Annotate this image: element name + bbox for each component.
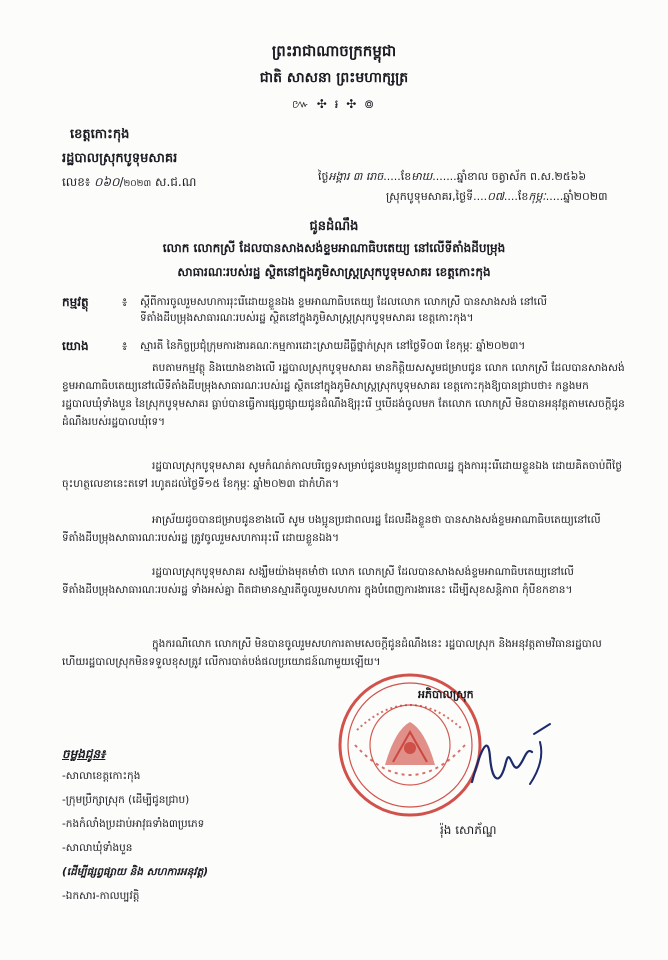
signatory-title: អភិបាលស្រុក [418,688,474,701]
date-place: ស្រុកបូទុមសាគរ,ថ្ងៃទី [386,190,474,203]
recipient-item: (ដើម្បីផ្សព្វផ្សាយ និង សហការអនុវត្ត) [62,866,209,878]
date-month-label: ខែ [517,190,529,203]
subject-label: កម្មវត្ថុ [62,295,89,309]
ref-year: ២០២៣ [123,179,152,189]
paragraph-3 [62,512,628,548]
title-line-1: លោក លោកស្រី ដែលបានសាងសង់ខ្ទមអាណាធិបតេយ្យ នៅលើទីតាំងដីបម្រុង [162,241,506,255]
recipient-item: -សាលាឃុំទាំងបួន [62,842,133,854]
paragraph-5 [62,636,628,672]
reference-label: យោង [62,339,89,353]
paragraph-2 [62,458,628,494]
title-line-2: សាធារណៈរបស់រដ្ឋ ស្ថិតនៅក្នុងភូមិសាស្ត្រស្រុកបូទុមសាគរ ខេត្តកោះកុង [177,265,491,279]
national-motto: ជាតិ សាសនា ព្រះមហាក្សត្រ [259,70,409,86]
province-name: ខេត្តកោះកុង [70,127,130,142]
kingdom-heading: ព្រះរាជាណាចក្រកម្ពុជា [271,42,397,60]
reference-text: ស្មារតី នៃកិច្ចប្រជុំក្រុមការងារគណៈកម្មការដោះស្រាយដីធ្លីថ្នាក់ស្រុក នៅថ្ងៃទី០៣ ខែកុម្ភៈ ឆ្នាំ២០២៣។ [140,340,526,352]
date-month: កុម្ភៈ [528,190,546,203]
lunar-month: មាឃ [411,170,433,183]
subject-text: ស្តីពីការចូលរួមសហការរុះរើដោយខ្លួនឯង ខ្ទមអាណាធិបតេយ្យ ដែលលោក លោកស្រី បានសាងសង់ នៅលើទីតាំងដីបម្រុងសាធារណៈរបស់រដ្ឋ ស្ថិតនៅក្នុងភូមិសាស្ត្រស្រុកបូទុមសាគរ ខេត្តកោះកុង។ [140,296,547,325]
lunar-month-label: ខែ [400,170,412,183]
date-year: ឆ្នាំ២០២៣ [563,190,608,203]
handwritten-signature [460,712,560,802]
paragraph-4-text: រដ្ឋបាលស្រុកបូទុមសាគរ សង្ឃឹមយ៉ាងមុតមាំថា លោក លោកស្រី ដែលបានសាងសង់ខ្ទមអាណាធិបតេយ្យនៅលើទីតាំងដីបម្រុងសាធារណៈរបស់រដ្ឋ ទាំងអស់គ្នា ពិតជាមានស្មារតីចូលរួមសហការ ក្នុងបំពេញការងារនេះ ដើម្បីសុខសន្តិភាព កុំបីខកខាន។ [62,566,574,596]
paragraph-5-text: ក្នុងករណីលោក លោកស្រី មិនបានចូលរួមសហការតាមសេចក្តីជូនដំណឹងនេះ រដ្ឋបាលស្រុក និងអនុវត្តតាមវិធានរដ្ឋបាល ហើយរដ្ឋបាលស្រុកមិនទទួលខុសត្រូវ លើការបាត់បង់ផលប្រយោជន៍ណាមួយឡើយ។ [62,638,602,668]
lunar-rest: ឆ្នាំខាល ចត្វាស័ក ព.ស.២៥៦៦ [456,170,587,183]
lunar-prefix: ថ្ងៃ [318,170,329,183]
paragraph-3-text: អាស្រ័យដូចបានជម្រាបជូនខាងលើ សូម បងប្អូនប្រជាពលរដ្ឋ ដែលដឹងខ្លួនថា បានសាងសង់ខ្ទមអាណាធិបតេយ្យនៅលើទីតាំងដីបម្រុងសាធារណៈរបស់រដ្ឋ ត្រូវចូលរួមសហការរុះរើ ដោយខ្លួនឯង។ [62,514,601,544]
subject-colon: ៖ [122,295,128,309]
recipient-item: -សាលាខេត្តកោះកុង [62,770,141,782]
reference-number: លេខ៖ ០៦០/២០២៣ ស.ជ.ណ [62,175,197,189]
ref-suffix: ស.ជ.ណ [155,175,197,189]
reference-colon: ៖ [122,339,128,353]
lunar-date-line: ថ្ងៃអង្គារ ៣ រោច.....ខែមាឃ.......ឆ្នាំខាល ចត្វាស័ក ព.ស.២៥៦៦ [318,170,587,183]
lunar-day: អង្គារ ៣ រោច [328,170,384,183]
paragraph-1 [62,360,628,431]
issuer-admin: រដ្ឋបាលស្រុកបូទុមសាគរ [62,151,178,166]
paragraph-4 [62,564,628,600]
solar-date-line: ស្រុកបូទុមសាគរ,ថ្ងៃទី....០៧....ខែកុម្ភៈ.....ឆ្នាំ២០២៣ [386,190,608,203]
ref-label: លេខ៖ [62,175,91,189]
recipient-item: -ក្រុមប្រឹក្សាស្រុក (ដើម្បីជូនជ្រាប) [62,794,190,806]
recipient-item: -ឯកសារ-កាលប្បវត្តិ [62,890,140,902]
recipients-label: ចម្លងជូន៖ [62,747,106,761]
document-type: ជូនដំណឹង [309,219,359,234]
paragraph-1-text: តបតាមកម្មវត្ថុ និងយោងខាងលើ រដ្ឋបាលស្រុកបូទុមសាគរ មានកិត្តិយសសូមជម្រាបជូន លោក លោកស្រី ដែលបានសាងសង់ខ្ទមអាណាធិបតេយ្យនៅលើទីតាំងដីបម្រុងសាធារណៈរបស់រដ្ឋ ស្ថិតនៅក្នុងភូមិសាស្ត្រស្រុកបូទុមសាគរ ខេត្តកោះកុងឱ្យបានជ្រាបថា៖ កន្លងមករដ្ឋបាលឃុំទាំងបួន នៃស្រុកបូទុមសាគរ ធ្លាប់បានធ្វើការផ្សព្វផ្សាយជូនដំណឹងឱ្យរុះរើ ឬបើដង់ចូលមក តែលោក លោកស្រី មិនបានអនុវត្តតាមសេចក្តីជូនដំណឹងរបស់រដ្ឋបាលឃុំទេ។ [62,362,625,428]
signatory-name: រ៉ុង សោភ័ណ្ឌ [440,823,497,837]
recipient-item: -កងកំលាំងប្រដាប់អាវុធទាំង៣ប្រភេទ [62,818,205,830]
date-day: ០៧ [487,190,504,203]
paragraph-2-text: រដ្ឋបាលស្រុកបូទុមសាគរ សូមកំណត់កាលបរិច្ឆេទសម្រាប់ជូនបងប្អូនប្រជាពលរដ្ឋ ក្នុងការរុះរើដោយខ្លួនឯង ដោយគិតចាប់ពីថ្ងៃចុះហត្ថលេខានេះតទៅ រហូតដល់ថ្ងៃទី១៥ ខែកុម្ភៈ ឆ្នាំ២០២៣ ជាកំហិត។ [62,460,623,490]
ornament-divider: ៚ ✣ ៛ ✣ ៙ [291,97,377,111]
ref-number: ០៦០ [93,175,120,189]
